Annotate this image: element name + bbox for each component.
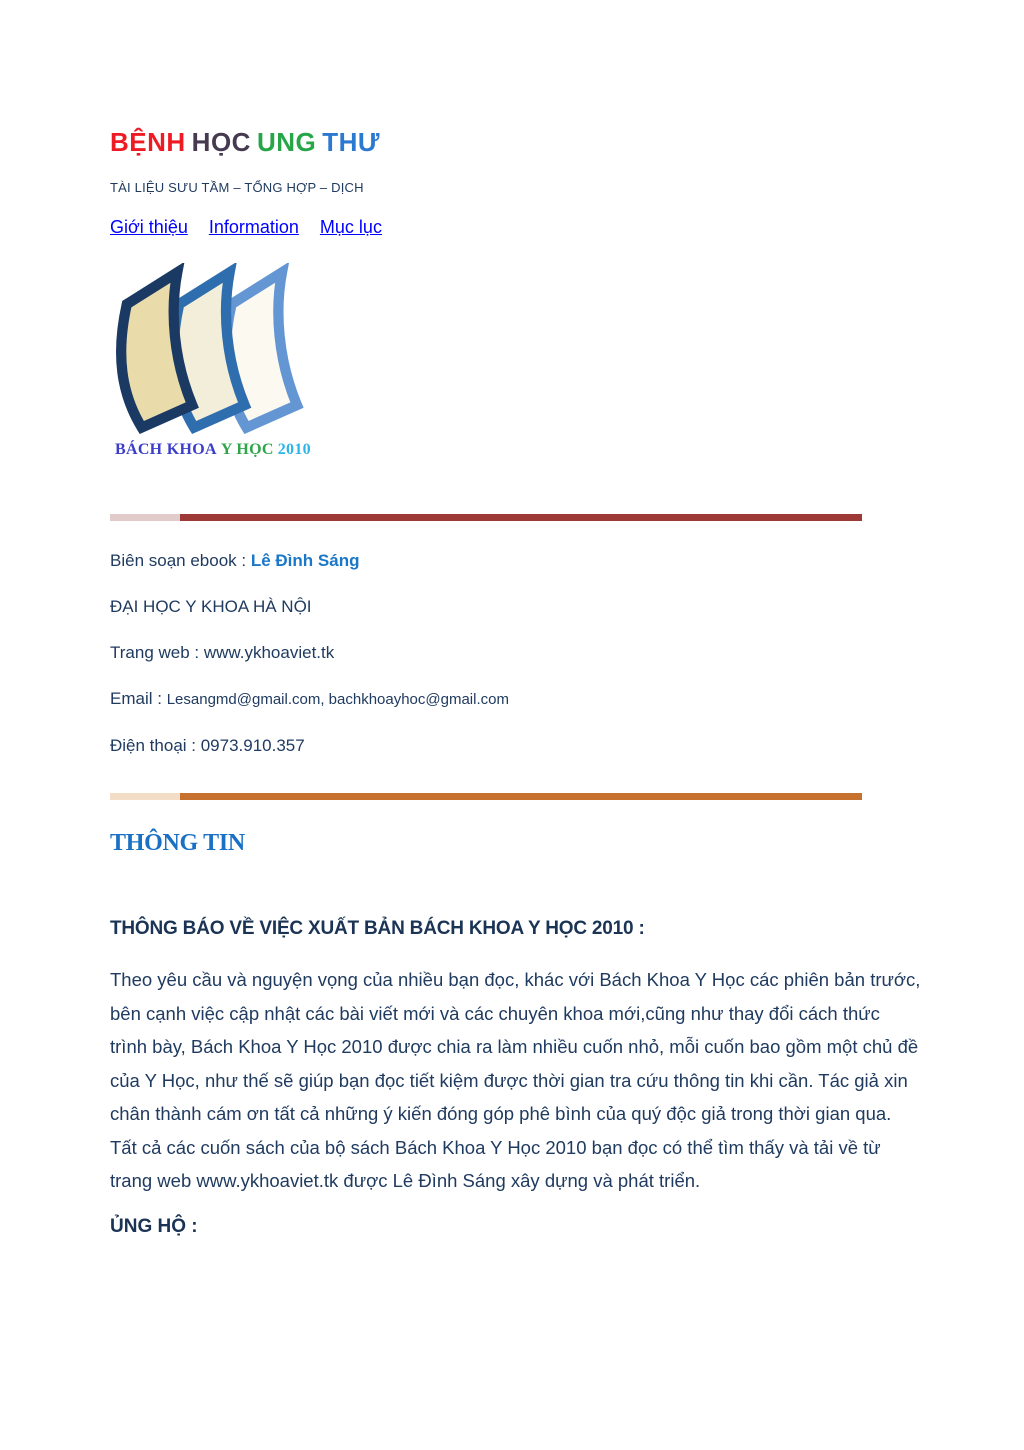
nav-links <box>110 216 964 238</box>
link-muc-luc[interactable]: Mục lục <box>319 217 382 237</box>
phone-line: Điện thoại : 0973.910.357 <box>110 736 305 755</box>
divider-orange <box>110 793 862 800</box>
divider-red-dark-segment <box>180 514 862 521</box>
logo-caption <box>110 440 964 460</box>
divider-orange-dark-segment <box>180 793 862 800</box>
logo-caption-part-1: BÁCH KHOA <box>115 441 217 458</box>
announcement-heading: THÔNG BÁO VỀ VIỆC XUẤT BẢN BÁCH KHOA Y HỌC 2010 : <box>110 918 645 939</box>
title-word-4: THƯ <box>322 127 380 157</box>
university-line: ĐẠI HỌC Y KHOA HÀ NỘI <box>110 597 312 616</box>
announcement-paragraph: Theo yêu cầu và nguyện vọng của nhiều bạn đọc, khác với Bách Khoa Y Học các phiên bản trước, bên cạnh việc cập nhật các bài viết mới và các chuyên khoa mới,cũng như thay đổi cách thức trình bày, Bách Khoa Y Học 2010 được chia ra làm nhiều cuốn nhỏ, mỗi cuốn bao gồm một chủ đề của Y Học, như thế sẽ giúp bạn đọc tiết kiệm được thời gian tra cứu thông tin khi cần. Tác giả xin chân thành cám ơn tất cả những ý kiến đóng góp phê bình của quý độc giả trong thời gian qua. Tất cả các cuốn sách của bộ sách Bách Khoa Y Học 2010 bạn đọc có thể tìm thấy và tải về từ trang web www.ykhoaviet.tk được Lê Đình Sáng xây dựng và phát triển. <box>110 969 921 1191</box>
divider-red-light-segment <box>110 514 180 521</box>
website-line: Trang web : www.ykhoaviet.tk <box>110 643 335 662</box>
link-gioi-thieu[interactable]: Giới thiệu <box>110 217 188 237</box>
editor-line <box>110 550 964 572</box>
logo-caption-part-3: 2010 <box>277 441 311 458</box>
document-page <box>0 125 1024 1240</box>
divider-red <box>110 514 862 521</box>
section-heading-thong-tin: THÔNG TIN <box>110 830 245 856</box>
document-subtitle: TÀI LIỆU SƯU TẦM – TỔNG HỢP – DỊCH <box>110 180 364 195</box>
books-logo-icon <box>110 263 325 435</box>
title-word-1: BỆNH <box>110 127 186 157</box>
logo-block <box>110 263 964 460</box>
page-title <box>110 125 964 159</box>
book-page-left <box>121 272 192 427</box>
title-word-2: HỌC <box>191 127 251 157</box>
email-addresses: Lesangmd@gmail.com, bachkhoayhoc@gmail.com <box>166 691 509 708</box>
logo-caption-part-2: Y HỌC <box>220 441 274 458</box>
editor-label: Biên soạn ebook : <box>110 551 247 570</box>
title-word-3: UNG <box>256 127 317 157</box>
support-heading: ỦNG HỘ : <box>110 1215 198 1237</box>
divider-orange-light-segment <box>110 793 180 800</box>
email-line <box>110 688 964 711</box>
editor-name: Lê Đình Sáng <box>250 551 360 570</box>
link-information[interactable]: Information <box>208 217 299 237</box>
email-label: Email : <box>110 689 162 708</box>
